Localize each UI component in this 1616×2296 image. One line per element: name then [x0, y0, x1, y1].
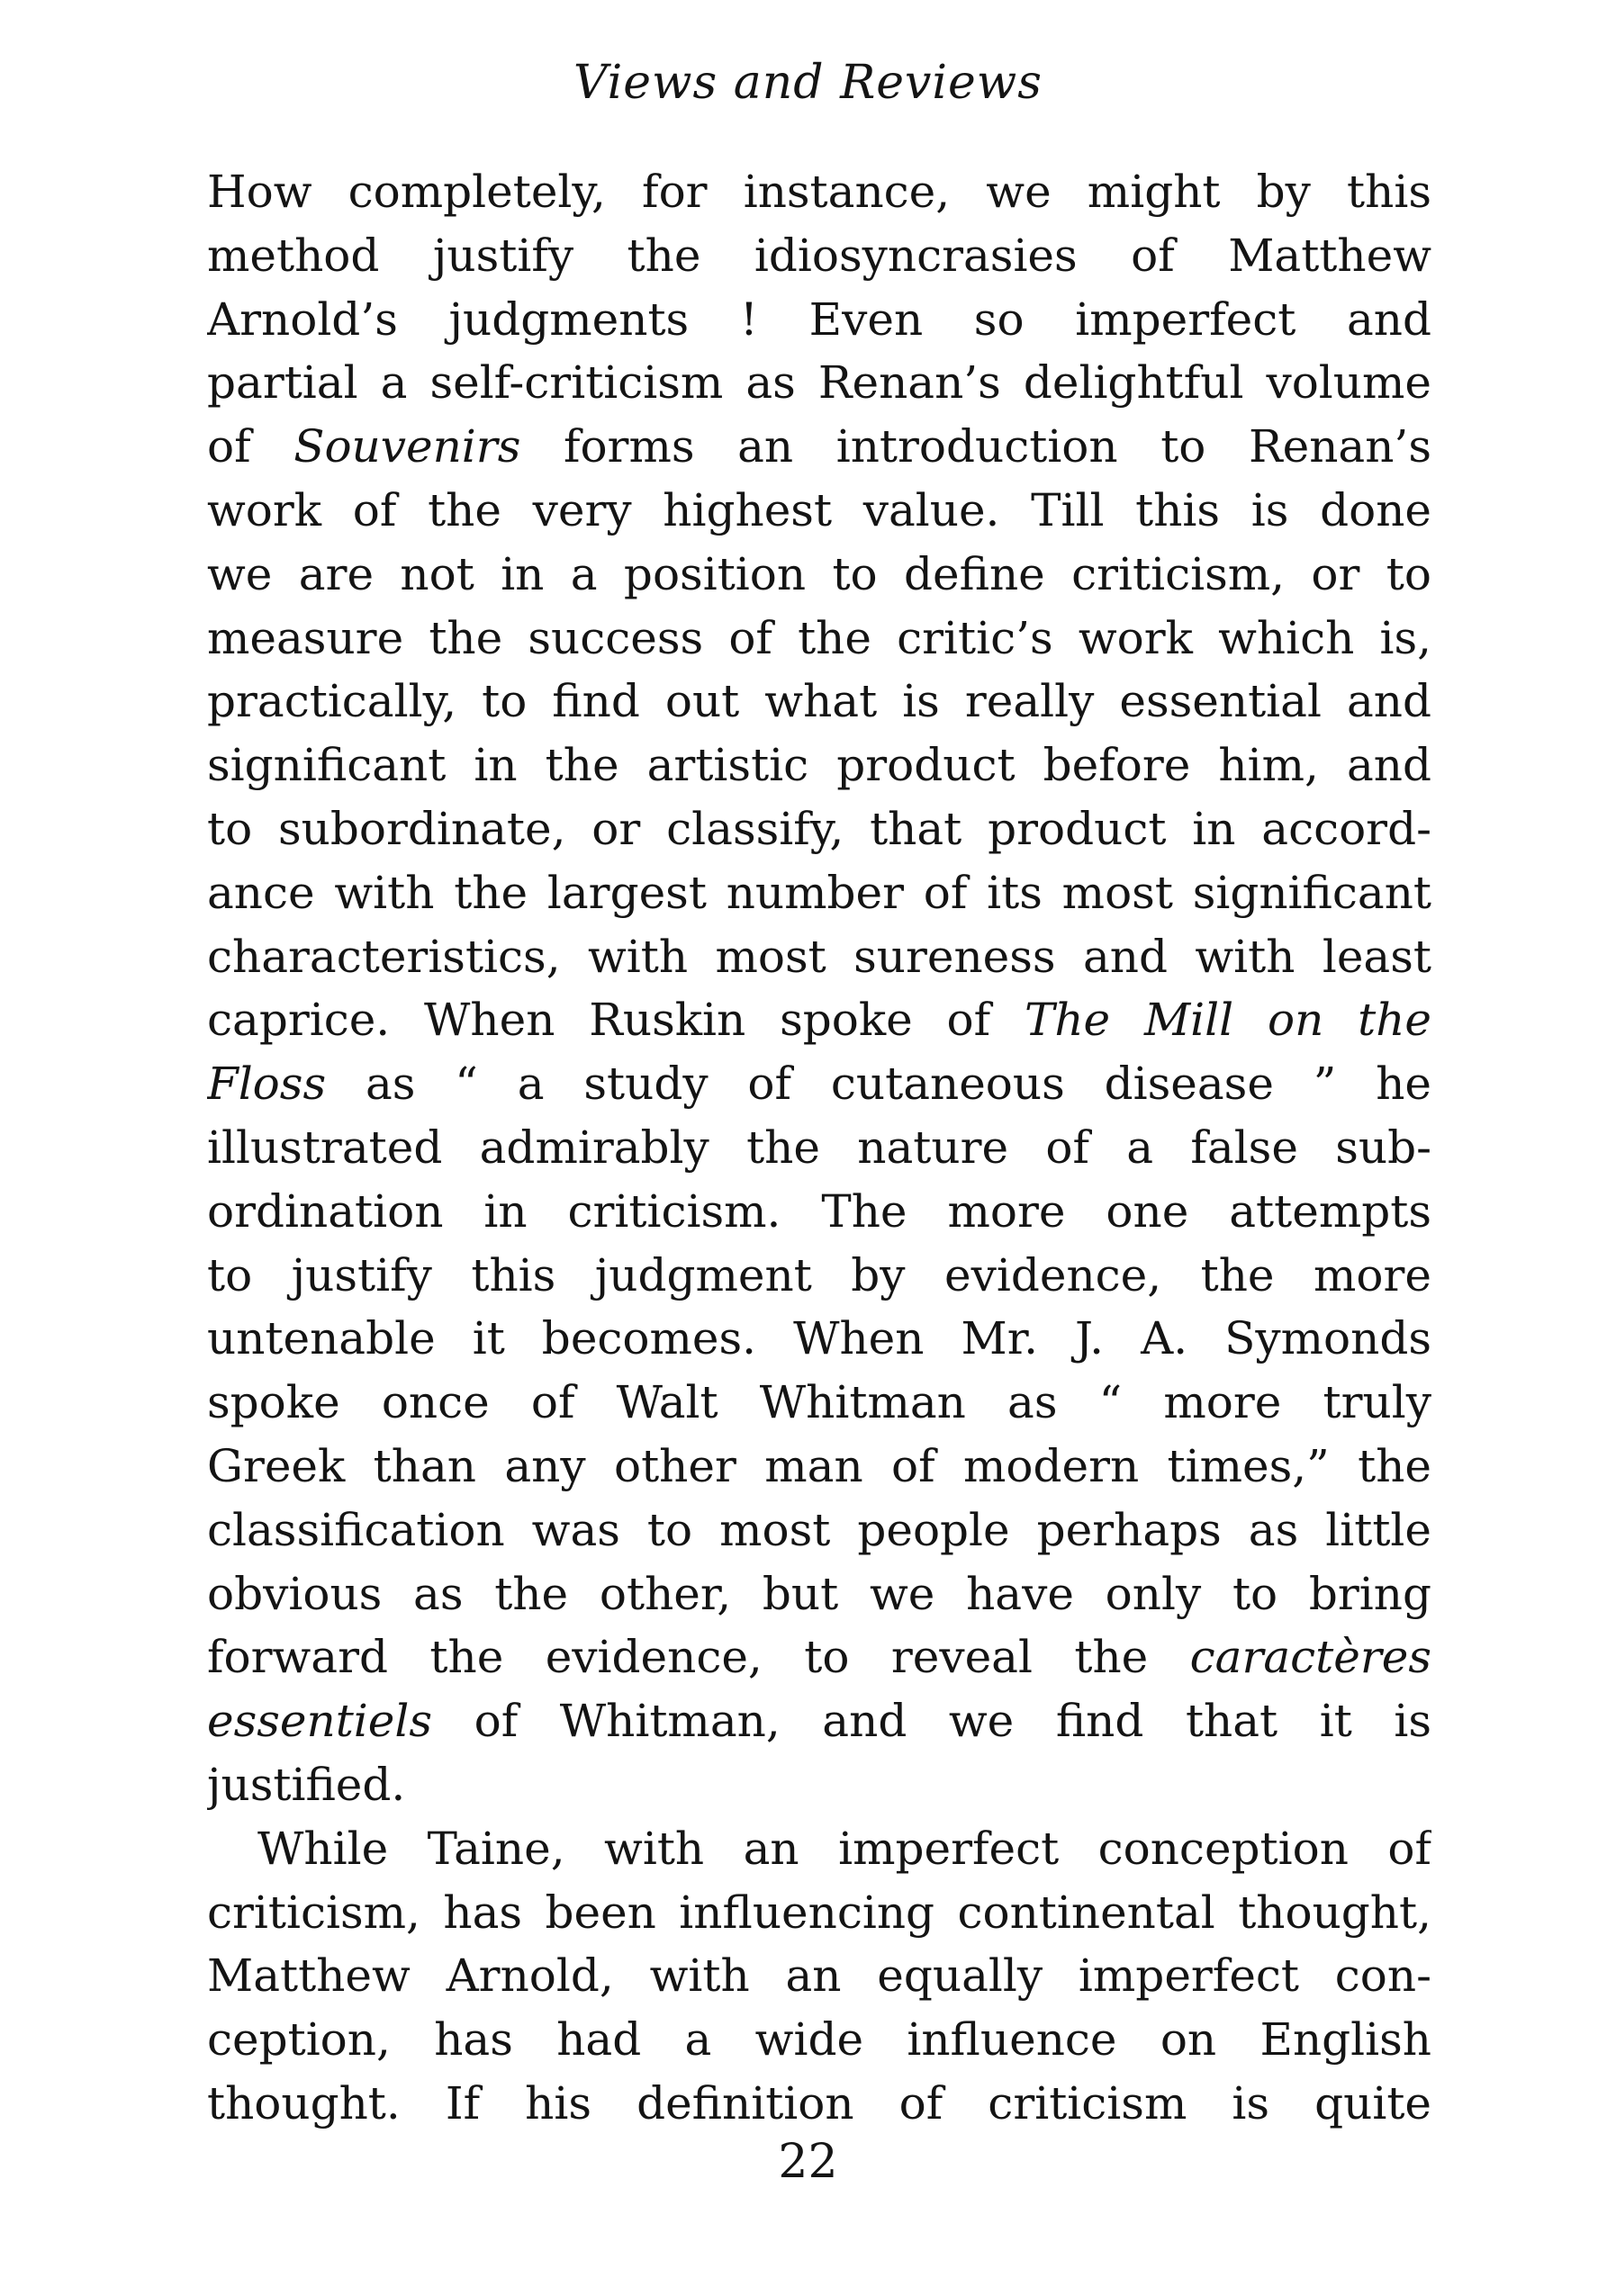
text-line: work of the very highest value. Till this is done	[207, 483, 1431, 536]
text-line: classification was to most people perhaps as little	[207, 1503, 1431, 1556]
text-line: thought. If his definition of criticism is quite	[207, 2076, 1431, 2129]
italic-term: essentiels	[207, 1695, 433, 1748]
text-line: ception, has had a wide influence on English	[207, 2013, 1431, 2066]
text-line: measure the success of the critic’s work which is,	[207, 611, 1431, 664]
text-line: Arnold’s judgments ! Even so imperfect and	[207, 293, 1431, 346]
text-line: of Souvenirs forms an introduction to Renan’s	[207, 420, 1431, 473]
text-line: While Taine, with an imperfect conception of	[257, 1822, 1431, 1875]
text-line: obvious as the other, but we have only to bring	[207, 1567, 1431, 1620]
text-line: spoke once of Walt Whitman as “ more truly	[207, 1376, 1431, 1429]
text-line: significant in the artistic product before him, and	[207, 739, 1431, 792]
body-text	[207, 160, 1431, 2136]
text-line: ance with the largest number of its most significant	[207, 866, 1431, 919]
italic-title: Floss	[207, 1058, 327, 1111]
text-line: method justify the idiosyncrasies of Matthew	[207, 229, 1431, 282]
text-line: justified.	[207, 1758, 406, 1811]
text-line: caprice. When Ruskin spoke of The Mill on the	[207, 994, 1431, 1047]
text-line: illustrated admirably the nature of a false sub-	[207, 1121, 1431, 1174]
text-line: we are not in a position to define criticism, or to	[207, 547, 1431, 600]
italic-title: The Mill on the	[1025, 994, 1431, 1047]
text-line: essentiels of Whitman, and we find that it is	[207, 1695, 1431, 1748]
text-line: How completely, for instance, we might by this	[207, 166, 1431, 218]
text-line: to justify this judgment by evidence, the more	[207, 1248, 1431, 1301]
running-head: Views and Reviews	[573, 56, 1043, 110]
text-line: Greek than any other man of modern times,” the	[207, 1439, 1431, 1492]
text-line: characteristics, with most sureness and with least	[207, 930, 1431, 983]
text-line: partial a self-criticism as Renan’s delightful volume	[207, 356, 1431, 410]
page-number: 22	[778, 2135, 838, 2189]
text-line: Matthew Arnold, with an equally imperfect con-	[207, 1949, 1431, 2003]
text-line: Floss as “ a study of cutaneous disease ” he	[207, 1058, 1431, 1111]
text-line: ordination in criticism. The more one attempts	[207, 1184, 1431, 1238]
text-line: forward the evidence, to reveal the caractères	[207, 1631, 1431, 1684]
text-line: untenable it becomes. When Mr. J. A. Symonds	[207, 1312, 1431, 1365]
text-line: criticism, has been influencing continental thought,	[207, 1886, 1431, 1939]
italic-term: caractères	[1189, 1631, 1431, 1684]
italic-title: Souvenirs	[293, 420, 521, 473]
text-line: practically, to find out what is really essential and	[207, 675, 1431, 728]
text-line: to subordinate, or classify, that product in accord-	[207, 802, 1431, 855]
